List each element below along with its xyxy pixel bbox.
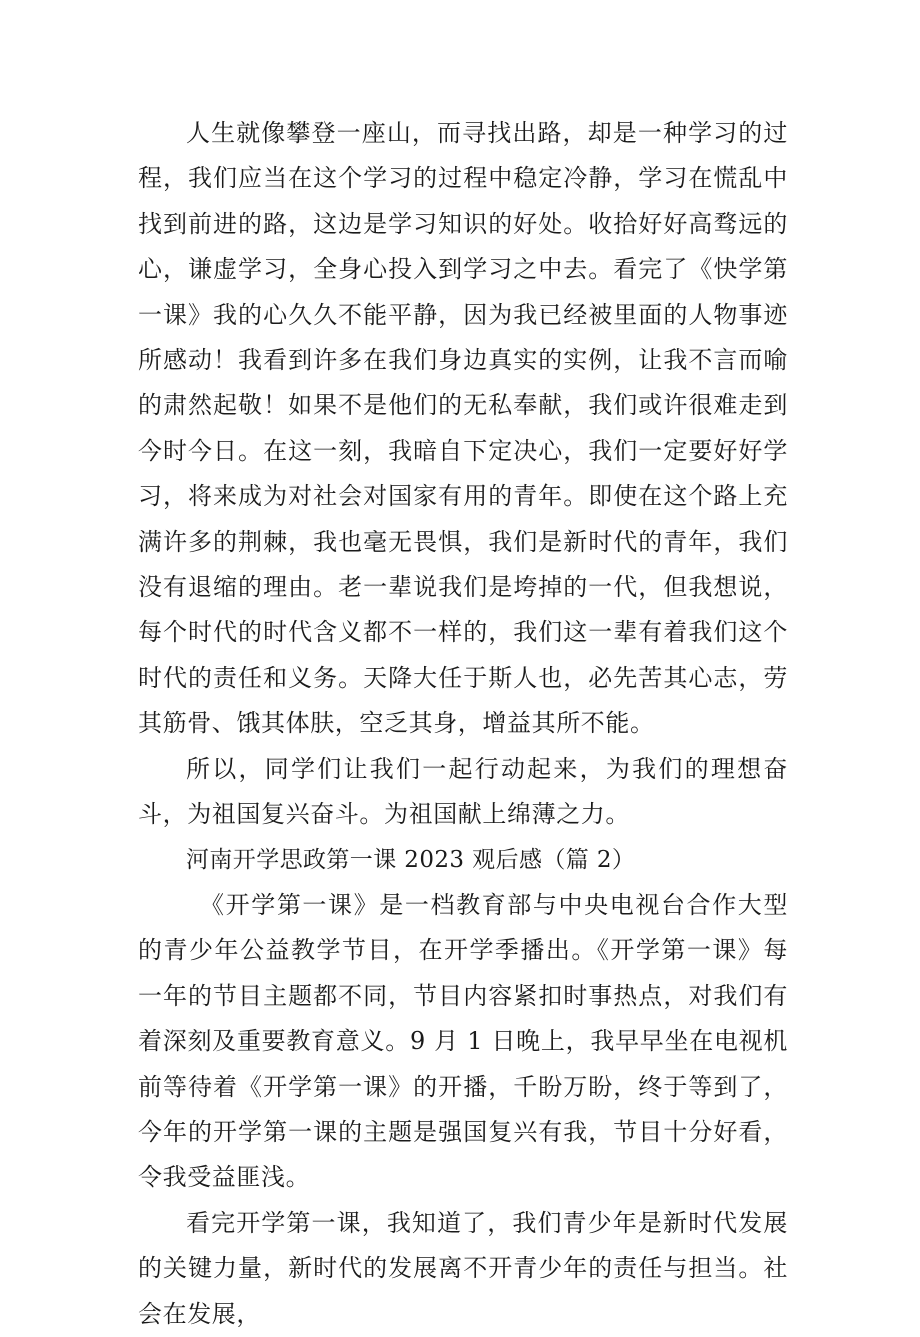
paragraph-after-watching: 看完开学第一课，我知道了，我们青少年是新时代发展的关键力量，新时代的发展离不开青少年的责任与担当。社会在发展， — [138, 1208, 788, 1328]
section-heading: 河南开学思政第一课 2023 观后感（篇 2） — [186, 846, 636, 873]
paragraph-program-intro: 《开学第一课》是一档教育部与中央电视台合作大型的青少年公益教学节目，在开学季播出。《开学第一课》每一年的节目主题都不同，节目内容紧扣时事热点，对我们有着深刻及重要教育意义。9 月 1 日晚上，我早早坐在电视机前等待着《开学第一课》的开播，千盼万盼，终于等到了，今年的开学第一课的主题是强国复兴有我，节目十分好看，令我受益匪浅。 — [138, 890, 788, 1192]
document-body — [138, 111, 788, 1337]
paragraph-call-to-action: 所以，同学们让我们一起行动起来，为我们的理想奋斗，为祖国复兴奋斗。为祖国献上绵薄之力。 — [138, 754, 788, 829]
paragraph-life-mountain: 人生就像攀登一座山，而寻找出路，却是一种学习的过程，我们应当在这个学习的过程中稳定冷静，学习在慌乱中找到前进的路，这边是学习知识的好处。收拾好好高骛远的心，谦虚学习，全身心投入到学习之中去。看完了《快学第一课》我的心久久不能平静，因为我已经被里面的人物事迹所感动！我看到许多在我们身边真实的实例，让我不言而喻的肃然起敬！如果不是他们的无私奉献，我们或许很难走到今时今日。在这一刻，我暗自下定决心，我们一定要好好学习，将来成为对社会对国家有用的青年。即使在这个路上充满许多的荆棘，我也毫无畏惧，我们是新时代的青年，我们没有退缩的理由。老一辈说我们是垮掉的一代，但我想说，每个时代的时代含义都不一样的，我们这一辈有着我们这个时代的责任和义务。天降大任于斯人也，必先苦其心志，劳其筋骨、饿其体肤，空乏其身，增益其所不能。 — [138, 119, 788, 738]
